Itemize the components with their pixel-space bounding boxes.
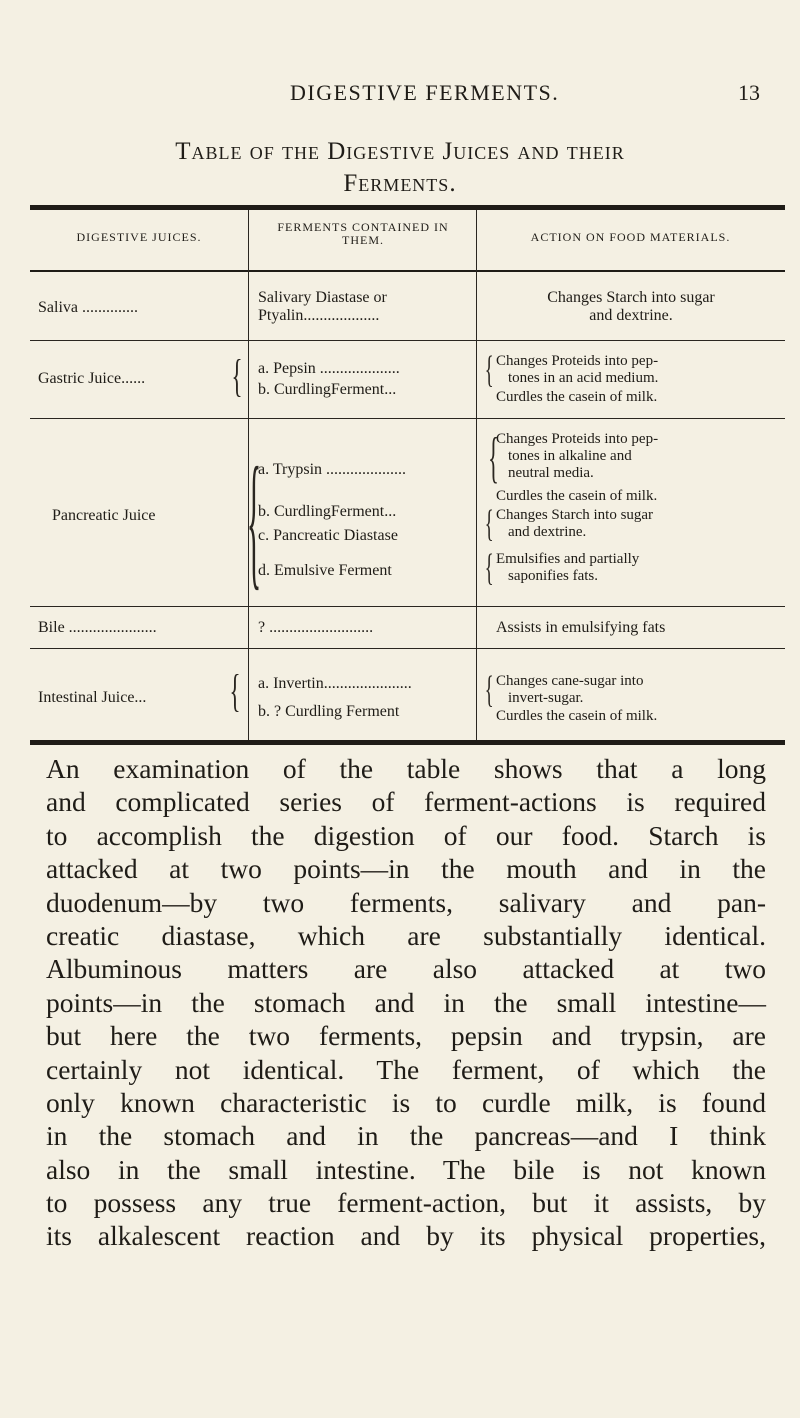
brace-glyph: { <box>488 427 499 489</box>
ferment-cell: ? .......................... <box>258 619 374 636</box>
paragraph-line: but here the two ferments, pepsin and trypsin, are <box>46 1020 766 1052</box>
paragraph-line: duodenum—by two ferments, salivary and pan- <box>46 886 766 918</box>
paragraph-line: certainly not identical. The ferment, of which the <box>46 1053 766 1085</box>
action-cell: Emulsifies and partially <box>496 551 640 567</box>
brace-glyph: { <box>231 350 243 401</box>
ferment-cell: a. Trypsin .................... <box>258 461 407 478</box>
ferment-cell: d. Emulsive Ferment <box>258 562 392 579</box>
action-cell: Changes Starch into sugar <box>496 507 654 523</box>
ferment-cell: b. CurdlingFerment... <box>258 503 397 520</box>
ferment-cell: Salivary Diastase or <box>258 289 387 306</box>
paragraph-line: creatic diastase, which are substantially identical. <box>46 919 766 951</box>
column-header-juices: DIGESTIVE JUICES. <box>76 230 202 244</box>
ferment-cell: b. ? Curdling Ferment <box>258 703 400 720</box>
action-cell: invert-sugar. <box>508 690 584 706</box>
row-divider <box>30 648 785 649</box>
juice-saliva: Saliva .............. <box>38 299 138 316</box>
brace-glyph: { <box>484 503 494 545</box>
ferments-table <box>30 205 785 743</box>
juice-bile: Bile ...................... <box>38 619 157 636</box>
ferment-cell: c. Pancreatic Diastase <box>258 527 398 544</box>
action-cell: Assists in emulsifying fats <box>496 619 666 636</box>
row-divider <box>30 606 785 607</box>
row-divider <box>30 340 785 341</box>
action-cell: Changes Starch into sugar <box>547 289 715 306</box>
page-number: 13 <box>738 80 760 105</box>
paragraph-line: in the stomach and in the pancreas—and I think <box>46 1120 766 1152</box>
brace-glyph: { <box>484 669 494 711</box>
action-cell: Curdles the casein of milk. <box>496 389 658 405</box>
action-cell: Curdles the casein of milk. <box>496 708 658 724</box>
action-cell: Changes Proteids into pep- <box>496 431 659 447</box>
paragraph-line: to accomplish the digestion of our food. Starch is <box>46 819 766 851</box>
brace-glyph: { <box>484 349 494 391</box>
paragraph-line: Albuminous matters are also attacked at two <box>46 953 766 985</box>
brace-glyph: { <box>229 665 241 716</box>
body-paragraph <box>46 752 766 1253</box>
table-bottom-rule <box>30 740 785 745</box>
brace-glyph: { <box>484 547 494 589</box>
juice-intestinal: Intestinal Juice... <box>38 689 147 706</box>
juice-pancreatic: Pancreatic Juice <box>52 507 156 524</box>
paragraph-line: to possess any true ferment-action, but it assists, by <box>46 1187 766 1219</box>
column-header-action: ACTION ON FOOD MATERIALS. <box>530 230 731 244</box>
table-top-rule <box>30 205 785 210</box>
action-cell: Changes Proteids into pep- <box>496 353 659 369</box>
row-divider <box>30 418 785 419</box>
action-cell: Changes cane-sugar into <box>496 673 644 689</box>
brace-glyph: { <box>246 437 262 603</box>
ferment-cell: a. Pepsin .................... <box>258 360 400 377</box>
paragraph-line: only known characteristic is to curdle milk, is found <box>46 1086 766 1118</box>
action-cell: tones in alkaline and <box>508 448 632 464</box>
paragraph-line: points—in the stomach and in the small intestine— <box>46 986 766 1018</box>
column-header-ferments: FERMENTS CONTAINED IN THEM. <box>277 220 449 247</box>
table-title-line-2: Ferments. <box>343 170 457 197</box>
action-cell: saponifies fats. <box>508 568 598 584</box>
action-cell: tones in an acid medium. <box>508 370 659 386</box>
paragraph-line: attacked at two points—in the mouth and in the <box>46 853 766 885</box>
ferment-cell: b. CurdlingFerment... <box>258 381 397 398</box>
paragraph-line: and complicated series of ferment-actions is required <box>46 786 766 818</box>
table-title-line-1: Table of the Digestive Juices and their <box>175 138 625 165</box>
action-cell: and dextrine. <box>589 307 673 324</box>
paragraph-line: An examination of the table shows that a long <box>46 753 766 784</box>
running-head: DIGESTIVE FERMENTS. <box>290 80 560 105</box>
paragraph-line: also in the small intestine. The bile is not known <box>46 1153 766 1185</box>
action-cell: and dextrine. <box>508 524 587 540</box>
column-divider <box>476 210 477 740</box>
action-cell: neutral media. <box>508 465 594 481</box>
juice-gastric: Gastric Juice...... <box>38 370 146 387</box>
action-cell: Curdles the casein of milk. <box>496 488 658 504</box>
table-header-rule <box>30 270 785 272</box>
ferment-cell: a. Invertin...................... <box>258 675 412 692</box>
ferment-cell: Ptyalin................... <box>258 307 380 324</box>
paragraph-line: its alkalescent reaction and by its physical properties, <box>46 1220 766 1252</box>
